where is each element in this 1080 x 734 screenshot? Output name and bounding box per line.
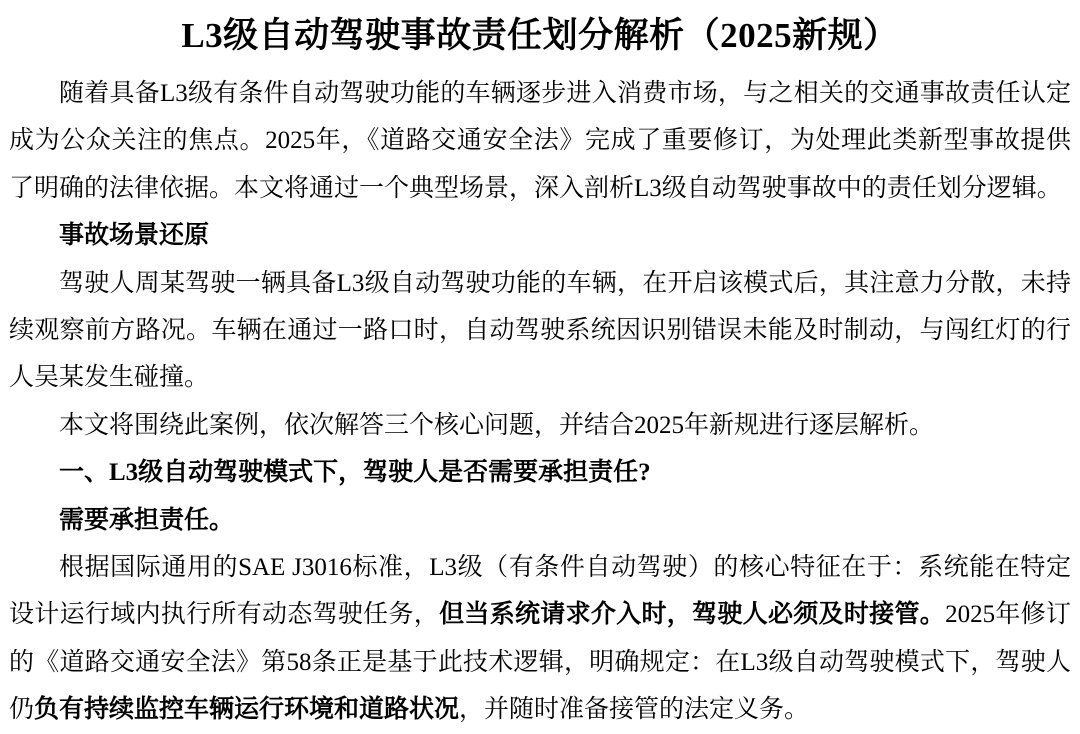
document-title: L3级自动驾驶事故责任划分解析（2025新规）: [181, 16, 899, 55]
paragraph: [9, 402, 1071, 449]
text-run: 负有持续监控车辆运行环境和道路状况: [34, 696, 460, 724]
section-heading: [9, 449, 1071, 496]
text-run: 根据国际通用的SAE J3016标准，L3级（有条件自动驾驶）的核心特征在于：系统能在特定设计运行域内执行所有动态驾驶任务，: [9, 554, 1071, 629]
paragraph: [9, 70, 1071, 212]
text-run: 需要承担责任。: [59, 506, 235, 534]
text-run: 2025年修订的《道路交通安全法》第58条正是基于此技术逻辑，明确规定：在L3级自动驾驶模式下，驾驶人仍: [9, 601, 1071, 724]
text-run: 驾驶人周某驾驶一辆具备L3级自动驾驶功能的车辆，在开启该模式后，其注意力分散，未持续观察前方路况。车辆在通过一路口时，自动驾驶系统因识别错误未能及时制动，与闯红灯的行人吴某发生碰撞。: [9, 269, 1071, 392]
text-run: 一、L3级自动驾驶模式下，驾驶人是否需要承担责任?: [59, 459, 651, 487]
section-heading: [9, 497, 1071, 544]
text-run: 事故场景还原: [59, 222, 210, 250]
text-run: 随着具备L3级有条件自动驾驶功能的车辆逐步进入消费市场，与之相关的交通事故责任认定成为公众关注的焦点。2025年，《道路交通安全法》完成了重要修订，为处理此类新型事故提供了明确的法律依据。本文将通过一个典型场景，深入剖析L3级自动驾驶事故中的责任划分逻辑。: [9, 80, 1071, 202]
text-run: 但当系统请求介入时，驾驶人必须及时接管。: [439, 601, 946, 629]
paragraph: [9, 544, 1071, 734]
paragraph: [9, 260, 1071, 402]
text-run: ，并随时准备接管的法定义务。: [459, 696, 810, 724]
text-run: 本文将围绕此案例，依次解答三个核心问题，并结合2025年新规进行逐层解析。: [59, 411, 935, 439]
document-body: [9, 70, 1071, 734]
section-heading: [9, 212, 1071, 259]
